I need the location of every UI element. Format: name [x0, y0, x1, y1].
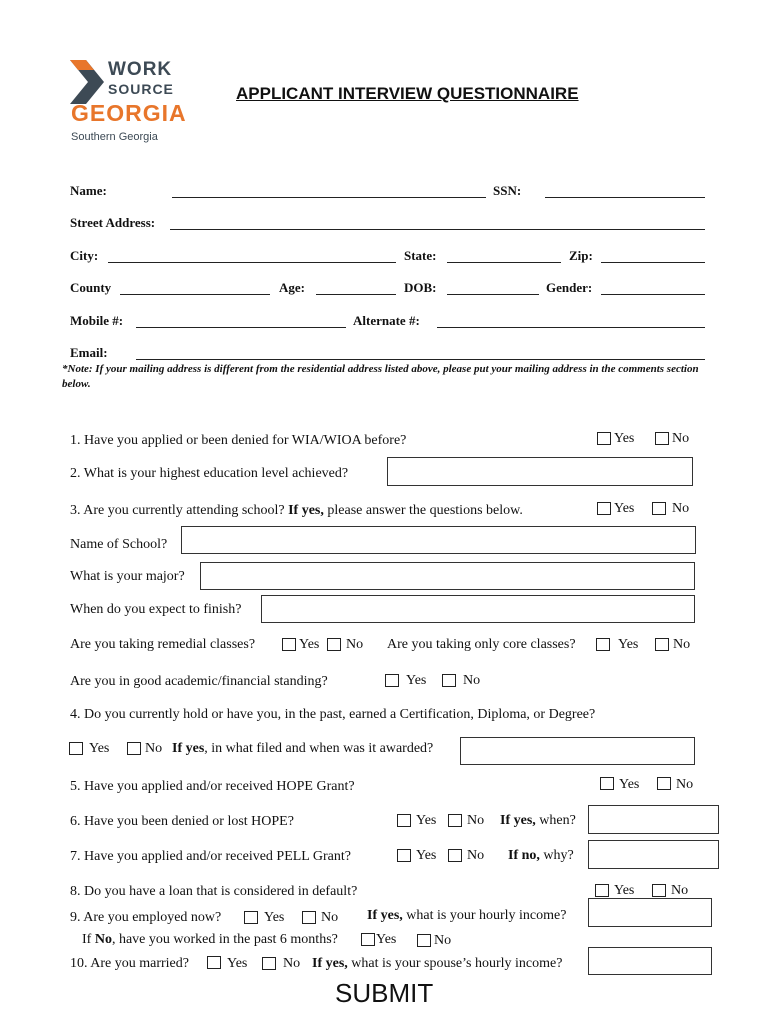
q1-no-label: No — [672, 431, 690, 446]
hourly-income-field[interactable] — [588, 898, 712, 927]
remedial-yes-checkbox[interactable] — [282, 638, 296, 651]
age-input[interactable] — [316, 294, 396, 295]
county-input[interactable] — [120, 294, 270, 295]
email-input[interactable] — [136, 359, 705, 360]
logo-word-work: WORK — [108, 59, 173, 80]
question-2: 2. What is your highest education level achieved? — [70, 466, 349, 481]
q6-no-label: No — [467, 813, 485, 828]
q7-yes-label: Yes — [416, 848, 437, 863]
spouse-income-field[interactable] — [588, 947, 712, 975]
core-no-checkbox[interactable] — [655, 638, 669, 651]
q10-followup: If yes, what is your spouse’s hourly income? — [312, 956, 563, 971]
q4-followup: If yes, in what filed and when was it awarded? — [172, 741, 434, 756]
q9-followup: If yes, what is your hourly income? — [367, 908, 567, 923]
name-label: Name: — [70, 183, 107, 198]
q9b-yes-checkbox[interactable] — [361, 933, 375, 946]
q8-no-checkbox[interactable] — [652, 884, 666, 897]
standing-no-checkbox[interactable] — [442, 674, 456, 687]
standing-yes-label: Yes — [406, 673, 427, 688]
county-label: County — [70, 280, 112, 295]
logo-word-georgia: GEORGIA — [71, 100, 187, 126]
mobile-label: Mobile #: — [70, 313, 124, 328]
q1-yes-label: Yes — [614, 431, 635, 446]
submit-button[interactable]: SUBMIT — [335, 978, 434, 1008]
mobile-input[interactable] — [136, 327, 346, 328]
remedial-question: Are you taking remedial classes? — [70, 637, 256, 652]
q6-yes-label: Yes — [416, 813, 437, 828]
q7-yes-checkbox[interactable] — [397, 849, 411, 862]
standing-question: Are you in good academic/financial standing? — [70, 674, 328, 689]
q7-no-checkbox[interactable] — [448, 849, 462, 862]
question-4: 4. Do you currently hold or have you, in the past, earned a Certification, Diploma, or Degree? — [70, 707, 596, 722]
q3-yes-checkbox[interactable] — [597, 502, 611, 515]
q4-no-checkbox[interactable] — [127, 742, 141, 755]
q4-no-label: No — [145, 741, 163, 756]
q9b-no-label: No — [434, 933, 452, 948]
q7-followup: If no, why? — [508, 848, 574, 863]
question-6: 6. Have you been denied or lost HOPE? — [70, 814, 294, 829]
street-label: Street Address: — [70, 215, 156, 230]
major-field[interactable] — [200, 562, 695, 590]
question-3: 3. Are you currently attending school? If yes, please answer the questions below. — [70, 503, 523, 518]
remedial-yes-label: Yes — [299, 637, 320, 652]
city-label: City: — [70, 248, 99, 263]
q8-yes-label: Yes — [614, 883, 635, 898]
state-input[interactable] — [447, 262, 561, 263]
q7-no-label: No — [467, 848, 485, 863]
logo-word-source: SOURCE — [108, 81, 174, 97]
logo-chevron-icon — [70, 60, 110, 104]
q9-past-6-months: If No, have you worked in the past 6 months? — [82, 932, 338, 947]
ssn-label: SSN: — [493, 183, 522, 198]
q9b-no-checkbox[interactable] — [417, 934, 431, 947]
q3-no-label: No — [672, 501, 690, 516]
logo-subtitle: Southern Georgia — [71, 131, 158, 143]
hope-denied-when-field[interactable] — [588, 805, 719, 834]
q5-no-checkbox[interactable] — [657, 777, 671, 790]
core-question: Are you taking only core classes? — [387, 637, 576, 652]
standing-no-label: No — [463, 673, 481, 688]
q10-yes-checkbox[interactable] — [207, 956, 221, 969]
street-input[interactable] — [170, 229, 705, 230]
q10-yes-label: Yes — [227, 956, 248, 971]
dob-label: DOB: — [404, 280, 437, 295]
school-name-label: Name of School? — [70, 537, 168, 552]
pell-why-field[interactable] — [588, 840, 719, 869]
q9-yes-checkbox[interactable] — [244, 911, 258, 924]
standing-yes-checkbox[interactable] — [385, 674, 399, 687]
city-input[interactable] — [108, 262, 396, 263]
q10-no-checkbox[interactable] — [262, 957, 276, 970]
q8-yes-checkbox[interactable] — [595, 884, 609, 897]
q10-no-label: No — [283, 956, 301, 971]
core-yes-label: Yes — [618, 637, 639, 652]
remedial-no-label: No — [346, 637, 364, 652]
q6-followup: If yes, when? — [500, 813, 576, 828]
q1-no-checkbox[interactable] — [655, 432, 669, 445]
education-level-field[interactable] — [387, 457, 693, 486]
age-label: Age: — [279, 280, 305, 295]
q9b-yes-label: Yes — [376, 932, 397, 947]
email-label: Email: — [70, 345, 108, 360]
q1-yes-checkbox[interactable] — [597, 432, 611, 445]
alternate-label: Alternate #: — [353, 313, 420, 328]
q3-yes-label: Yes — [614, 501, 635, 516]
gender-input[interactable] — [601, 294, 705, 295]
q4-yes-checkbox[interactable] — [69, 742, 83, 755]
mailing-address-note: *Note: If your mailing address is different from the residential address listed above, please put your mailing address in the comments section below. — [62, 363, 699, 390]
finish-label: When do you expect to finish? — [70, 602, 242, 617]
question-10: 10. Are you married? — [70, 956, 189, 971]
q6-no-checkbox[interactable] — [448, 814, 462, 827]
question-5: 5. Have you applied and/or received HOPE Grant? — [70, 779, 355, 794]
core-no-label: No — [673, 637, 691, 652]
q6-yes-checkbox[interactable] — [397, 814, 411, 827]
name-input[interactable] — [172, 197, 486, 198]
zip-label: Zip: — [569, 248, 593, 263]
q5-yes-checkbox[interactable] — [600, 777, 614, 790]
question-9: 9. Are you employed now? — [70, 910, 222, 925]
question-7: 7. Have you applied and/or received PELL Grant? — [70, 849, 351, 864]
school-name-field[interactable] — [181, 526, 696, 554]
ssn-input[interactable] — [545, 197, 705, 198]
q8-no-label: No — [671, 883, 689, 898]
core-yes-checkbox[interactable] — [596, 638, 610, 651]
dob-input[interactable] — [447, 294, 539, 295]
finish-field[interactable] — [261, 595, 695, 623]
worksource-georgia-logo — [68, 58, 198, 146]
state-label: State: — [404, 248, 437, 263]
q9-yes-label: Yes — [264, 910, 285, 925]
certification-field[interactable] — [460, 737, 695, 765]
alternate-input[interactable] — [437, 327, 705, 328]
q3-no-checkbox[interactable] — [652, 502, 666, 515]
page-title: APPLICANT INTERVIEW QUESTIONNAIRE — [236, 84, 579, 103]
gender-label: Gender: — [546, 280, 593, 295]
q5-yes-label: Yes — [619, 777, 640, 792]
q9-no-label: No — [321, 910, 339, 925]
q5-no-label: No — [676, 777, 694, 792]
major-label: What is your major? — [70, 569, 185, 584]
q4-yes-label: Yes — [89, 741, 110, 756]
question-8: 8. Do you have a loan that is considered in default? — [70, 884, 358, 899]
q9-no-checkbox[interactable] — [302, 911, 316, 924]
remedial-no-checkbox[interactable] — [327, 638, 341, 651]
question-1: 1. Have you applied or been denied for WIA/WIOA before? — [70, 433, 407, 448]
zip-input[interactable] — [601, 262, 705, 263]
